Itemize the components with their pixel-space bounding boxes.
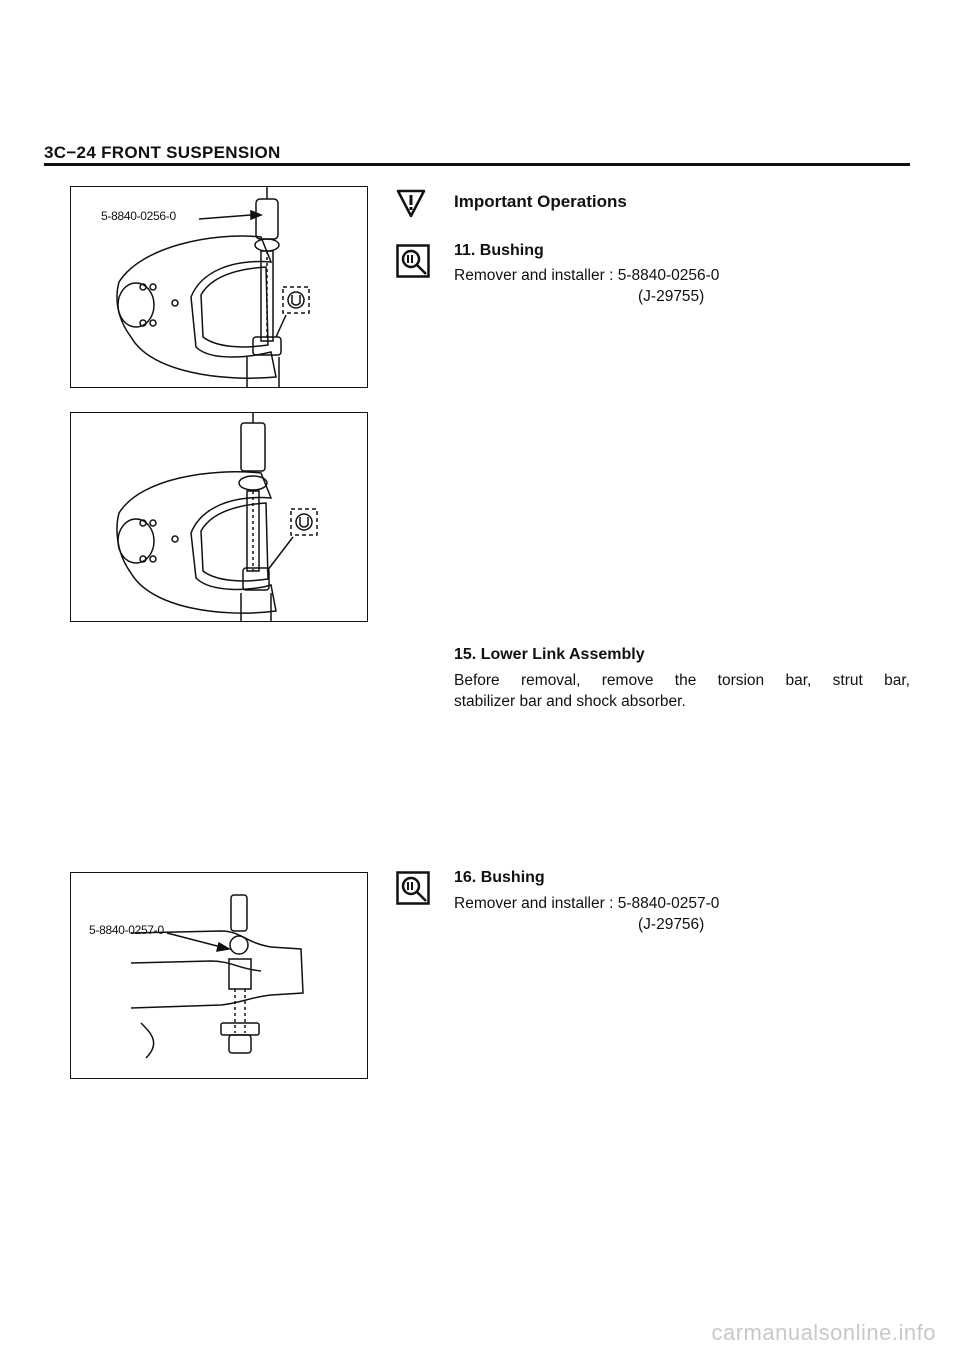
figure-lower-link-bushing — [70, 872, 368, 1079]
item-11-title: 11. Bushing — [454, 242, 544, 259]
item-16-tool-alt: (J-29756) — [638, 916, 705, 933]
watermark: carmanualsonline.info — [711, 1320, 936, 1345]
special-tool-icon — [396, 871, 430, 910]
header-rule — [44, 163, 910, 166]
item-16-tool-number: 5-8840-0257-0 — [617, 895, 720, 912]
item-11-label: Remover and installer : — [454, 267, 618, 284]
item-16-title: 16. Bushing — [454, 869, 545, 886]
item-11-tool-alt: (J-29755) — [638, 288, 705, 305]
figure-upper-link-removal — [70, 186, 368, 388]
item-15-text-line-2: stabilizer bar and shock absorber. — [454, 693, 686, 710]
special-tool-icon — [396, 244, 430, 283]
important-operations-heading: Important Operations — [454, 192, 627, 211]
item-11-tool-number: 5-8840-0256-0 — [617, 267, 720, 284]
caution-triangle-icon — [396, 188, 426, 223]
page-header: 3C−24 FRONT SUSPENSION — [44, 143, 281, 162]
figure-upper-link-installation — [70, 412, 368, 622]
figure-3-tool-label: 5-8840-0257-0 — [89, 923, 164, 937]
upper-link-install-illustration — [71, 413, 367, 621]
figure-1-tool-label: 5-8840-0256-0 — [101, 209, 176, 223]
item-16-tool-line — [454, 894, 719, 914]
item-16-label: Remover and installer : — [454, 895, 618, 912]
lower-link-illustration — [71, 873, 367, 1078]
item-11-tool-line — [454, 266, 719, 286]
item-15-text-line-1: Before removal, remove the torsion bar, strut bar, — [454, 672, 910, 689]
item-15-title: 15. Lower Link Assembly — [454, 646, 645, 663]
